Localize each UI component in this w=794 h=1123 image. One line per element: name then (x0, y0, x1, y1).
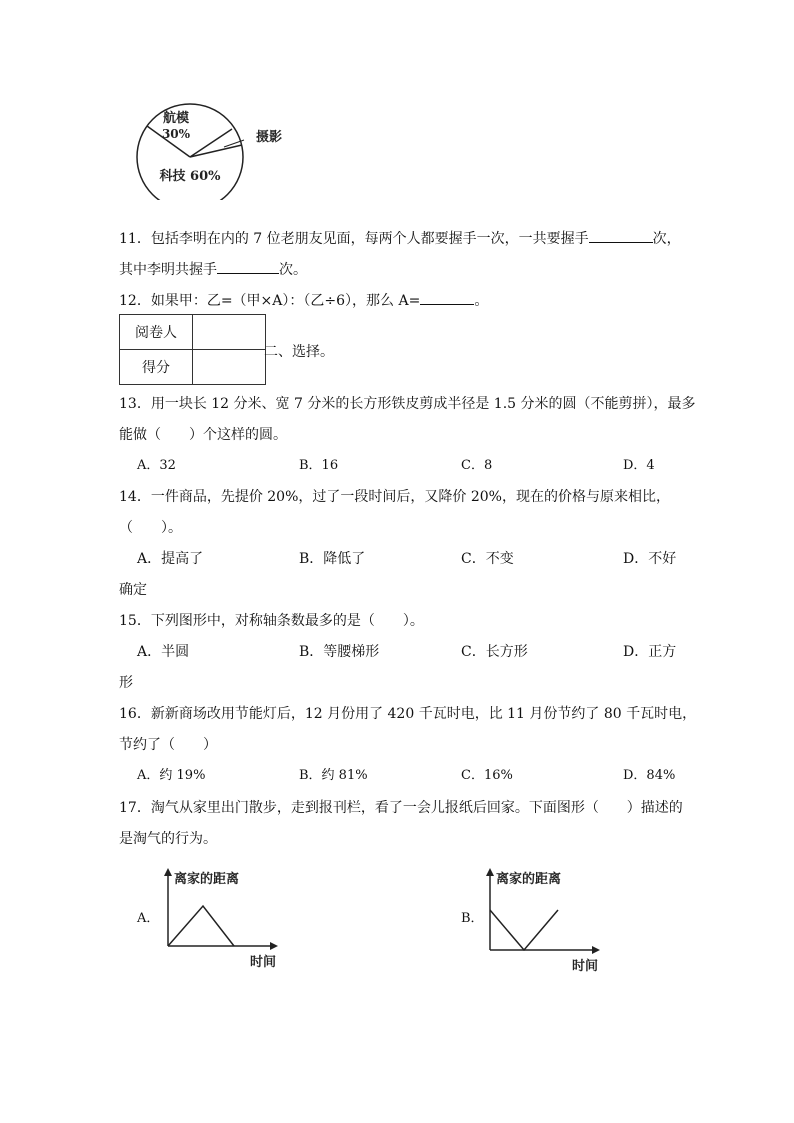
q13-option-c[interactable]: C．8 (461, 458, 493, 473)
q15-option-b[interactable]: B．等腰梯形 (299, 644, 380, 660)
section-2-title: 二、选择。 (264, 344, 334, 360)
q12-line (119, 290, 488, 311)
q11-line2 (119, 259, 307, 280)
q11-line1 (119, 228, 681, 249)
q16-line1: 16．新新商场改用节能灯后，12 月份用了 420 千瓦时电，比 11 月份节约了 80 千瓦时电， (119, 706, 697, 722)
pie-label-hangmo-name: 航模 (162, 111, 190, 126)
score-table-reviewer-label: 阅卷人 (120, 315, 193, 350)
q14-option-b[interactable]: B．降低了 (299, 551, 366, 567)
pie-circle (137, 104, 243, 200)
q14-line1: 14．一件商品，先提价 20%，过了一段时间后，又降价 20%，现在的价格与原来相比， (119, 489, 670, 505)
graph-a-y-arrow (164, 868, 172, 876)
q16-option-c[interactable]: C．16% (461, 768, 513, 783)
q14-option-d-wrap: 确定 (119, 582, 147, 598)
q13-line1: 13．用一块长 12 分米、宽 7 分米的长方形铁皮剪成半径是 1.5 分米的圆（不能剪拼），最多 (119, 396, 696, 412)
q15-option-c[interactable]: C．长方形 (461, 644, 528, 660)
q11-blank-1 (589, 228, 653, 243)
graph-b-ylabel: 离家的距离 (496, 872, 562, 887)
q17-graph-a (158, 866, 288, 970)
graph-b-x-arrow (592, 946, 600, 954)
graph-b-line (490, 910, 558, 950)
graph-a-ylabel: 离家的距离 (174, 872, 240, 887)
q14-option-c[interactable]: C．不变 (461, 551, 514, 567)
q13-option-d[interactable]: D．4 (623, 458, 655, 473)
graph-a-xlabel: 时间 (250, 955, 277, 970)
q15-line1: 15．下列图形中，对称轴条数最多的是（ ）。 (119, 613, 424, 629)
q12-text-1: 12．如果甲：乙=（甲×A）：（乙÷6），那么 A= (119, 293, 421, 309)
q13-option-b[interactable]: B．16 (299, 458, 339, 473)
q16-option-d[interactable]: D．84% (623, 768, 676, 783)
q14-option-d[interactable]: D．不好 (623, 551, 677, 567)
q11-text-4: 次。 (279, 262, 307, 278)
pie-label-sheying: 摄影 (256, 130, 283, 145)
q16-line2: 节约了（ ） (119, 737, 217, 753)
q15-option-a[interactable]: A．半圆 (137, 644, 190, 660)
q11-text-1: 11．包括李明在内的 7 位老朋友见面，每两个人都要握手一次，一共要握手 (119, 231, 589, 247)
q11-text-3: 其中李明共握手 (119, 262, 217, 278)
score-table-score-label: 得分 (120, 350, 193, 385)
q11-text-2: 次， (652, 231, 681, 247)
q16-option-a[interactable]: A．约 19% (137, 768, 206, 783)
score-table-reviewer-cell[interactable] (193, 315, 266, 350)
score-table (119, 314, 266, 385)
q12-text-2: 。 (474, 293, 489, 309)
graph-a-x-arrow (270, 942, 278, 950)
q14-line2: （ ）。 (119, 520, 182, 536)
pie-chart (134, 100, 294, 200)
q17-graph-b-option[interactable]: B． (461, 911, 484, 926)
q15-option-d-wrap: 形 (119, 675, 133, 691)
graph-a-line (168, 906, 234, 946)
q13-line2: 能做（ ）个这样的圆。 (119, 427, 287, 443)
q17-graph-b (480, 866, 610, 974)
score-table-score-cell[interactable] (193, 350, 266, 385)
graph-b-xlabel: 时间 (572, 959, 599, 974)
q17-line2: 是淘气的行为。 (119, 831, 217, 847)
q13-option-a[interactable]: A．32 (137, 458, 176, 473)
q16-option-b[interactable]: B．约 81% (299, 768, 368, 783)
graph-b-y-arrow (486, 868, 494, 876)
q17-graph-a-option[interactable]: A． (137, 911, 160, 926)
pie-label-keji: 科技 60% (159, 169, 221, 184)
q12-blank (420, 290, 474, 305)
q11-blank-2 (217, 259, 279, 274)
q14-option-a[interactable]: A．提高了 (137, 551, 204, 567)
q15-option-d[interactable]: D．正方 (623, 644, 677, 660)
q17-line1: 17．淘气从家里出门散步，走到报刊栏，看了一会儿报纸后回家。下面图形（ ）描述的 (119, 800, 683, 816)
pie-label-hangmo-pct: 30% (161, 127, 191, 141)
